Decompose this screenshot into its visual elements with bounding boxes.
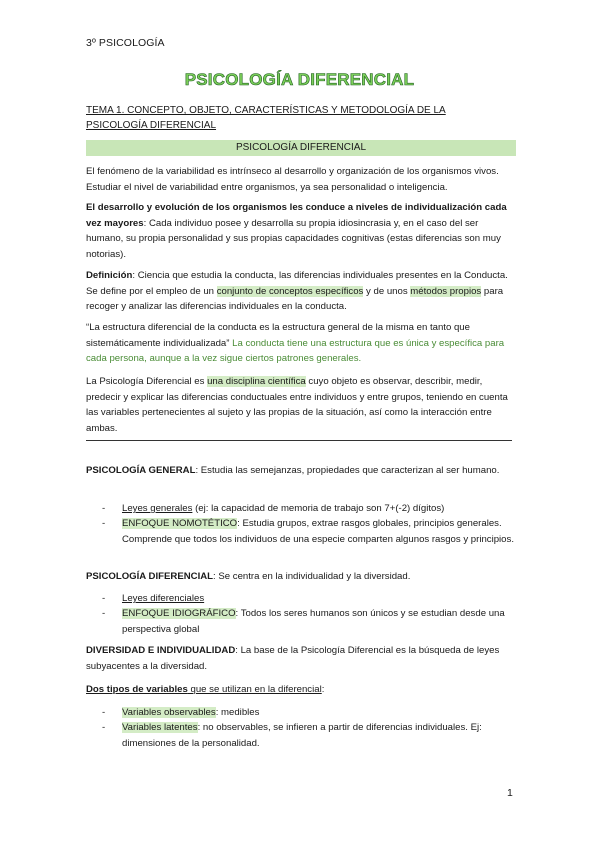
diferencial-text: : Se centra en la individualidad y la diversidad. (213, 571, 411, 582)
variables-underlined: que se utilizan en la diferencial (187, 684, 322, 695)
diferencial-label: PSICOLOGÍA DIFERENCIAL (86, 571, 214, 582)
idiografico-text: : Todos los seres humanos son únicos y se estudian desde una perspectiva global (122, 608, 505, 635)
diversidad-label: DIVERSIDAD E INDIVIDUALIDAD (86, 645, 236, 656)
course-header: 3º PSICOLOGÍA (86, 37, 165, 49)
highlight-latentes: Variables latentes (122, 722, 198, 733)
bullet-dash: - (102, 518, 106, 529)
paragraph-definicion (86, 268, 518, 315)
highlight-conceptos: conjunto de conceptos específicos (216, 285, 364, 297)
paragraph-variables (86, 682, 518, 698)
latentes-text: : no observables, se infieren a partir de diferencias individuales. Ej: dimensiones de la personalidad. (122, 722, 482, 749)
paragraph-variabilidad: El fenómeno de la variabilidad es intrínseco al desarrollo y organización de los organismos vivos. Estudiar el nivel de variabilidad entre organismos, ya sea personalidad o inteligencia. (86, 166, 499, 193)
highlight-disciplina: una disciplina científica (207, 376, 306, 387)
diversidad-text: : La base de la Psicología Diferencial es la búsqueda de leyes subyacentes a la diversidad. (86, 645, 500, 672)
definicion-text-b: y de unos (363, 285, 411, 297)
bullet-text (122, 516, 514, 547)
highlight-idiografico: ENFOQUE IDIOGRÁFICO (122, 608, 236, 619)
leyes-generales: Leyes generales (122, 503, 193, 514)
bullet-dash: - (102, 503, 106, 514)
highlight-observables: Variables observables (122, 707, 216, 718)
paragraph-disciplina (86, 374, 518, 436)
bullet-text (122, 705, 514, 721)
quote-explanation: La conducta tiene una estructura que es única y específica para cada persona, aunque a la vez sigue ciertos patrones generales. (86, 337, 505, 364)
tema-heading: TEMA 1. CONCEPTO, OBJETO, CARACTERÍSTICAS Y METODOLOGÍA DE LA PSICOLOGÍA DIFERENCIAL (86, 105, 446, 131)
document-title: PSICOLOGÍA DIFERENCIAL (184, 70, 415, 89)
bullet-dash: - (102, 608, 106, 619)
desarrollo-text: : Cada individuo posee y desarrolla su propia idiosincrasia y, en el caso del ser humano, su propia personalidad y sus propias capacidades cognitivas (estas diferencias son muy notorias). (86, 217, 501, 260)
horizontal-rule (86, 440, 512, 441)
paragraph-general (86, 463, 518, 479)
general-text: : Estudia las semejanzas, propiedades que caracterizan al ser humano. (195, 465, 500, 476)
bullet-dash: - (102, 707, 106, 718)
desarrollo-bold: El desarrollo y evolución de los organismos les conduce a niveles de individualización cada vez mayores (86, 202, 507, 229)
disciplina-text-b: cuyo objeto es observar, describir, medir, predecir y explicar las diferencias conductuales entre individuos y entre grupos, teniendo en cuenta las variables pertenecientes al sujeto y las propias de la situación, así como la interacción entre ambas. (86, 376, 508, 434)
section-bar: PSICOLOGÍA DIFERENCIAL (86, 140, 516, 156)
bullet-text (122, 720, 514, 751)
variables-colon: : (321, 684, 325, 695)
nomotetico-text: : Estudia grupos, extrae rasgos globales, principios generales. Comprende que todos los individuos de una especie comparten algunos rasgos y principios. (122, 518, 514, 545)
disciplina-text-a: La Psicología Diferencial es (86, 376, 208, 387)
paragraph-quote (86, 320, 518, 367)
definicion-text-c: para recoger y analizar las diferencias individuales en la conducta. (86, 285, 504, 312)
paragraph-diferencial (86, 569, 518, 585)
general-label: PSICOLOGÍA GENERAL (86, 465, 196, 476)
bullet-text (122, 501, 514, 517)
leyes-diferenciales: Leyes diferenciales (122, 593, 205, 604)
bullet-text (122, 606, 514, 637)
leyes-generales-text: (ej: la capacidad de memoria de trabajo son 7+(-2) dígitos) (192, 503, 445, 514)
paragraph-desarrollo (86, 200, 518, 262)
bullet-dash: - (102, 722, 106, 733)
bullet-text (122, 591, 514, 607)
quote-text: “La estructura diferencial de la conducta es la estructura general de la misma en tanto que sistemáticamente individualizada” (86, 322, 470, 349)
highlight-nomotetico: ENFOQUE NOMOTÉTICO (122, 518, 238, 529)
bullet-dash: - (102, 593, 106, 604)
observables-text: : medibles (215, 707, 260, 718)
highlight-metodos: métodos propios (410, 285, 482, 297)
variables-label: Dos tipos de variables (86, 684, 188, 695)
paragraph-diversidad (86, 643, 518, 674)
definicion-label: Definición (86, 270, 133, 281)
page-number: 1 (507, 787, 513, 799)
definicion-text-a: : Ciencia que estudia la conducta, las diferencias individuales presentes en la Conducta. Se define por el empleo de un (86, 270, 508, 297)
